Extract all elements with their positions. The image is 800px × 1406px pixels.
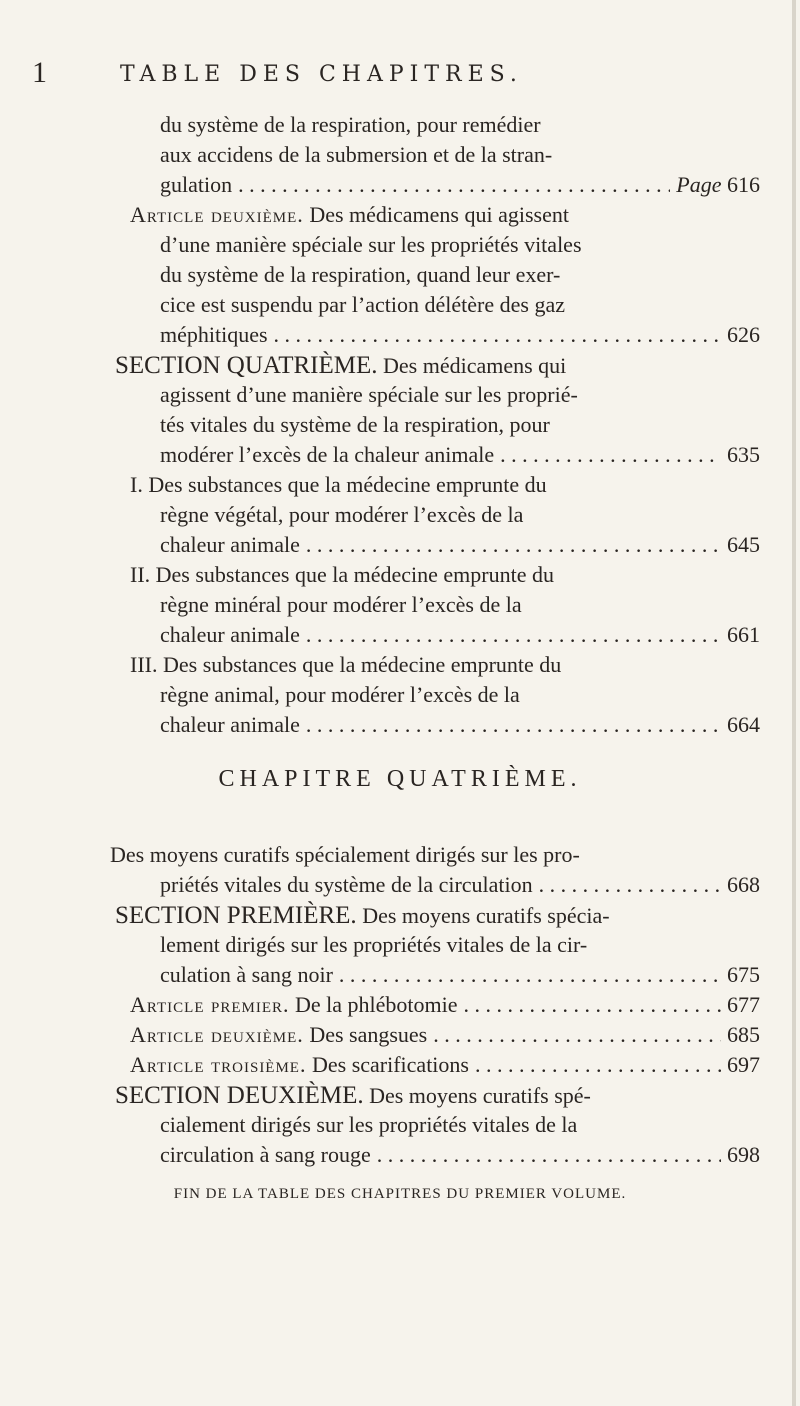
toc-line: méphitiques . . . 626 [160,322,760,348]
dot-leader [339,962,721,988]
toc-line: Article premier. De la phlébotomie . . . 677 [130,992,760,1018]
dot-leader [238,172,670,198]
page-ref: 626 [727,322,760,347]
chapter-title: CHAPITRE QUATRIÈME. [218,766,582,792]
toc-line: chaleur animale . . . 664 [160,712,760,738]
toc-line: circulation à sang rouge . . . 698 [160,1142,760,1168]
toc-line: SECTION PREMIÈRE. Des moyens curatifs spécia- [115,902,610,929]
toc-line: III. Des substances que la médecine emprunte du [130,652,562,677]
toc-line: I. Des substances que la médecine emprunte du [130,472,547,497]
page-ref: 677 [727,992,760,1017]
dot-leader [475,1052,721,1078]
page-ref: 635 [727,442,760,467]
dot-leader [306,622,721,648]
running-head: TABLE DES CHAPITRES. [120,62,523,87]
toc-line: priétés vitales du système de la circulation . . . 668 [160,872,760,898]
page-ref: 697 [727,1052,760,1077]
toc-line: SECTION DEUXIÈME. Des moyens curatifs spé- [115,1082,591,1109]
toc-line: Article deuxième. Des médicamens qui agissent [130,202,569,227]
dot-leader [306,532,721,558]
toc-line: aux accidens de la submersion et de la stran- [160,142,553,167]
toc-line: du système de la respiration, pour remédier [160,112,541,137]
toc-line: gulation . . . Page 616 [160,172,760,198]
dot-leader [433,1022,721,1048]
toc-line: SECTION QUATRIÈME. Des médicamens qui [115,352,567,379]
entry-lead: Article troisième. [130,1052,307,1077]
entry-lead: Article premier. [130,992,290,1017]
dot-leader [306,712,721,738]
page-ref: 675 [727,962,760,987]
toc-line: règne végétal, pour modérer l’excès de la [160,502,524,527]
dot-leader [539,872,721,898]
toc-line: culation à sang noir . . . 675 [160,962,760,988]
dot-leader [500,442,721,468]
section-heading: SECTION PREMIÈRE. [115,902,357,929]
volume-end-note: FIN DE LA TABLE DES CHAPITRES DU PREMIER VOLUME. [173,1186,627,1202]
dot-leader [377,1142,721,1168]
toc-line: cialement dirigés sur les propriétés vitales de la [160,1112,578,1137]
toc-line: règne minéral pour modérer l’excès de la [160,592,522,617]
page-label: Page [676,172,722,197]
toc-line: du système de la respiration, quand leur exer- [160,262,561,287]
toc-line: Article troisième. Des scarifications . . . 697 [130,1052,760,1078]
toc-line: Article deuxième. Des sangsues . . . 685 [130,1022,760,1048]
toc-line: Des moyens curatifs spécialement dirigés sur les pro- [110,842,580,867]
section-heading: SECTION QUATRIÈME. [115,352,378,379]
page-ref: 685 [727,1022,760,1047]
section-heading: SECTION DEUXIÈME. [115,1082,364,1109]
page-header [30,56,760,96]
toc-line: modérer l’excès de la chaleur animale . . . 635 [160,442,760,468]
toc-line: cice est suspendu par l’action délétère des gaz [160,292,565,317]
toc-line: lement dirigés sur les propriétés vitales de la cir- [160,932,588,957]
page-number: 1 [32,56,47,89]
page-ref: 661 [727,622,760,647]
toc-line: II. Des substances que la médecine emprunte du [130,562,554,587]
page-ref: 645 [727,532,760,557]
toc-line: chaleur animale . . . 645 [160,532,760,558]
entry-lead: Article deuxième. [130,1022,304,1047]
page-ref: 668 [727,872,760,897]
toc-line: d’une manière spéciale sur les propriétés vitales [160,232,582,257]
dot-leader [274,322,721,348]
page-ref: 698 [727,1142,760,1167]
toc-line: tés vitales du système de la respiration, pour [160,412,550,437]
page-ref: 616 [727,172,760,197]
dot-leader [464,992,721,1018]
toc-line: agissent d’une manière spéciale sur les proprié- [160,382,578,407]
page-ref: 664 [727,712,760,737]
entry-lead: Article deuxième. [130,202,304,227]
toc-line: règne animal, pour modérer l’excès de la [160,682,520,707]
toc-line: chaleur animale . . . 661 [160,622,760,648]
